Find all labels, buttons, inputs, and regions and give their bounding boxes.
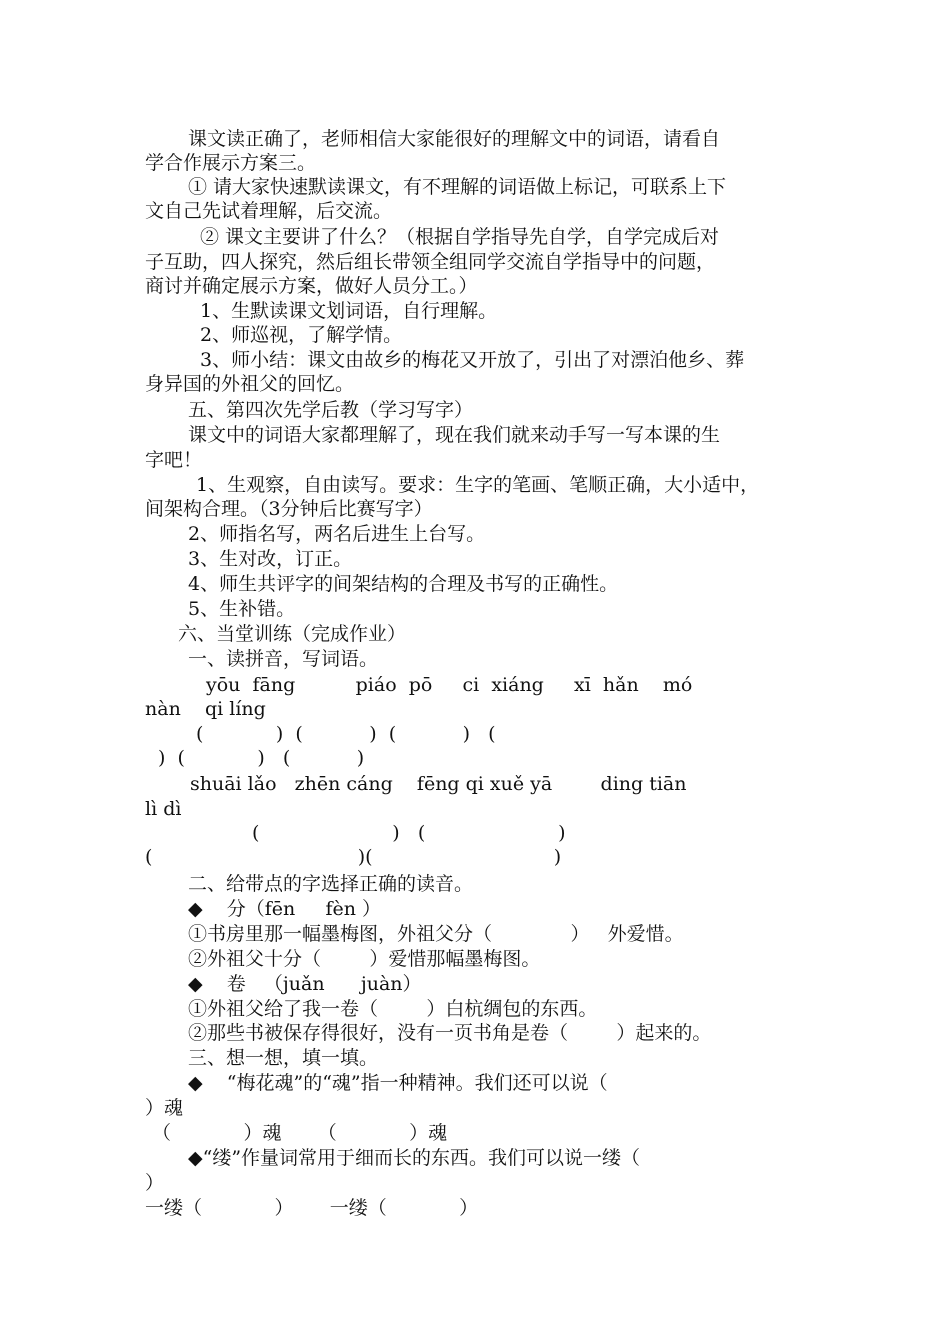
answer-blank-line: ( ) ( ) xyxy=(252,822,566,844)
answer-blank-line: ( ) ( ) ( ) ( xyxy=(196,723,496,745)
paragraph-line: ② 课文主要讲了什么？（根据自学指导先自学，自学完成后对 xyxy=(200,226,720,248)
answer-blank-line: （ ）魂 （ ）魂 xyxy=(152,1122,448,1144)
paragraph-line: 1、生观察，自由读写。要求：生字的笔画、笔顺正确，大小适中， xyxy=(196,474,760,496)
paragraph-line: 学合作展示方案三。 xyxy=(145,152,317,174)
answer-blank-line: 一缕（ ） 一缕（ ） xyxy=(145,1197,479,1219)
pinyin-line: yōu fāng piáo pō ci xiáng xī hǎn mó xyxy=(206,674,693,696)
paragraph-line: 1、生默读课文划词语，自行理解。 xyxy=(200,300,498,322)
paragraph-line: 3、生对改，订正。 xyxy=(188,548,353,570)
pinyin-line: lì dì xyxy=(145,798,182,820)
paragraph-line: 2、师指名写，两名后进生上台写。 xyxy=(188,523,486,545)
exercise-item: ①外祖父给了我一卷（ ）白杭绸包的东西。 xyxy=(188,998,598,1020)
exercise-heading: 二、给带点的字选择正确的读音。 xyxy=(188,873,474,895)
exercise-item: ①书房里那一幅墨梅图，外祖父分（ ） 外爱惜。 xyxy=(188,923,684,945)
paragraph-line: 身异国的外祖父的回忆。 xyxy=(145,373,355,395)
exercise-item: ◆ 卷 （juǎn juàn） xyxy=(188,973,422,995)
paragraph-line: 子互助，四人探究，然后组长带领全组同学交流自学指导中的问题， xyxy=(145,251,716,273)
paragraph-line: 5、生补错。 xyxy=(188,598,296,620)
paragraph-line: 2、师巡视，了解学情。 xyxy=(200,324,403,346)
exercise-item: ②外祖父十分（ ）爱惜那幅墨梅图。 xyxy=(188,948,541,970)
exercise-item: ）魂 xyxy=(145,1097,184,1119)
pinyin-line: shuāi lǎo zhēn cáng fēng qi xuě yā ding tiān xyxy=(190,773,687,795)
exercise-heading: 三、想一想，填一填。 xyxy=(188,1047,379,1069)
answer-blank-line: ) ( ) ( ) xyxy=(158,747,365,769)
paragraph-line: 4、师生共评字的间架结构的合理及书写的正确性。 xyxy=(188,573,619,595)
paragraph-line: 文自己先试着理解，后交流。 xyxy=(145,200,393,222)
paragraph-line: 商讨并确定展示方案，做好人员分工。） xyxy=(145,275,478,297)
exercise-item: ②那些书被保存得很好，没有一页书角是卷（ ）起来的。 xyxy=(188,1022,712,1044)
answer-blank-line: ( )( ) xyxy=(145,846,562,868)
section-heading: 六、当堂训练（完成作业） xyxy=(178,623,407,645)
paragraph-line: ① 请大家快速默读课文，有不理解的词语做上标记，可联系上下 xyxy=(188,176,727,198)
exercise-item: ◆“缕”作量词常用于细而长的东西。我们可以说一缕（ xyxy=(188,1147,641,1169)
paragraph-line: 3、师小结：课文由故乡的梅花又开放了，引出了对漂泊他乡、葬 xyxy=(200,349,745,371)
section-heading: 五、第四次先学后教（学习写字） xyxy=(188,399,474,421)
exercise-item: ◆ “梅花魂”的“魂”指一种精神。我们还可以说（ xyxy=(188,1072,608,1094)
exercise-item: ◆ 分（fēn fèn ） xyxy=(188,898,382,920)
exercise-heading: 一、读拼音，写词语。 xyxy=(188,648,379,670)
paragraph-line: 课文读正确了，老师相信大家能很好的理解文中的词语，请看自 xyxy=(188,128,721,150)
paragraph-line: 间架构合理。（3分钟后比赛写字） xyxy=(145,498,433,520)
paragraph-line: 字吧！ xyxy=(145,449,203,471)
paragraph-line: 课文中的词语大家都理解了，现在我们就来动手写一写本课的生 xyxy=(188,424,721,446)
exercise-item: ） xyxy=(145,1172,165,1194)
pinyin-line: nàn qi líng xyxy=(145,698,266,720)
